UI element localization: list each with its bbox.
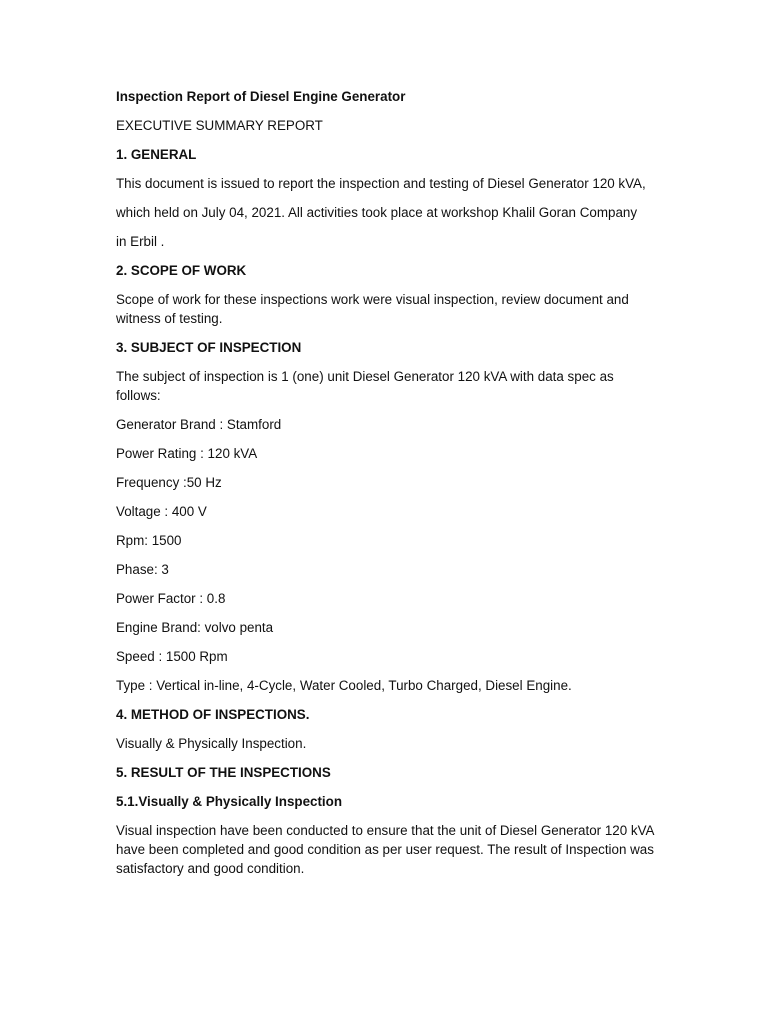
document-subtitle: EXECUTIVE SUMMARY REPORT: [116, 118, 323, 133]
spec-line: Power Factor : 0.8: [116, 591, 226, 606]
spec-line: Speed : 1500 Rpm: [116, 649, 228, 664]
spec-line: Voltage : 400 V: [116, 504, 207, 519]
paragraph: in Erbil .: [116, 234, 165, 249]
spec-line: Engine Brand: volvo penta: [116, 620, 274, 635]
spec-line: Frequency :50 Hz: [116, 475, 222, 490]
section-heading-subject: 3. SUBJECT OF INSPECTION: [116, 340, 302, 355]
section-heading-general: 1. GENERAL: [116, 147, 197, 162]
spec-line: Power Rating : 120 kVA: [116, 446, 258, 461]
paragraph: which held on July 04, 2021. All activities took place at workshop Khalil Goran Company: [116, 205, 638, 220]
spec-line: Rpm: 1500: [116, 533, 182, 548]
section-heading-method: 4. METHOD OF INSPECTIONS.: [116, 707, 310, 722]
subsection-heading-visual: 5.1.Visually & Physically Inspection: [116, 794, 343, 809]
paragraph: Scope of work for these inspections work were visual inspection, review document and witness of testing.: [116, 292, 629, 326]
paragraph: The subject of inspection is 1 (one) unit Diesel Generator 120 kVA with data spec as follows:: [116, 369, 614, 403]
document-page: [116, 87, 656, 888]
spec-line: Type : Vertical in-line, 4-Cycle, Water Cooled, Turbo Charged, Diesel Engine.: [116, 678, 572, 693]
paragraph: This document is issued to report the inspection and testing of Diesel Generator 120 kVA,: [116, 176, 646, 191]
paragraph: Visually & Physically Inspection.: [116, 736, 307, 751]
spec-line: Generator Brand : Stamford: [116, 417, 282, 432]
document-title: Inspection Report of Diesel Engine Generator: [116, 89, 406, 104]
section-heading-scope: 2. SCOPE OF WORK: [116, 263, 247, 278]
paragraph: Visual inspection have been conducted to ensure that the unit of Diesel Generator 120 kVA have been completed and good condition as per user request. The result of Inspection was satisfactory and good condition.: [116, 823, 654, 876]
spec-line: Phase: 3: [116, 562, 169, 577]
section-heading-result: 5. RESULT OF THE INSPECTIONS: [116, 765, 331, 780]
